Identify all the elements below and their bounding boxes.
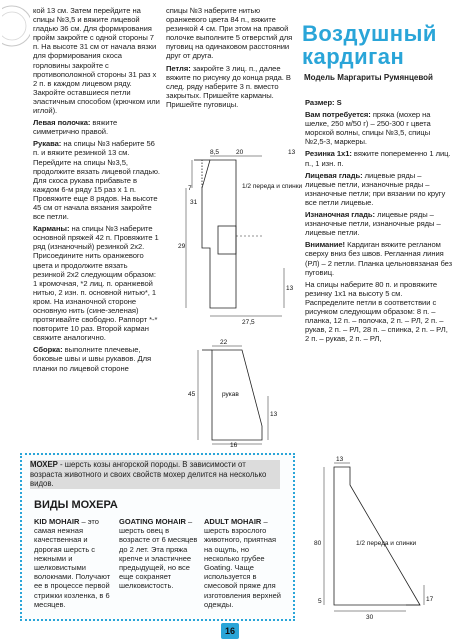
stockinette-heading: Лицевая гладь: xyxy=(305,170,363,180)
reverse-stockinette-paragraph: Изнаночная гладь: лицевые ряды – изнаночные петли, изнаночные ряды – лицевые петли. xyxy=(305,210,441,238)
diagram3-top: 13 xyxy=(336,456,344,463)
schematic-front-back xyxy=(172,148,302,326)
model-author: Модель Маргариты Румянцевой xyxy=(304,73,433,82)
left-front-paragraph: Левая полочка: вяжите симметрично правой. xyxy=(33,118,118,137)
button-band-text: спицы №3 наберите нитью оранжевого цвета 84 п., вяжите резинкой 4 см. При этом на правой полочке выполните 5 отверстий для пуговиц на одинаковом расстоянии друг от друга. xyxy=(166,6,293,61)
buttonhole-paragraph: Петля: закройте 3 лиц. п., далее вяжите по рисунку до конца ряда. В след. ряду наберите 3 п. вместо закрытых. Пришейте карманы. Пришейте пуговицы. xyxy=(166,63,291,109)
diagram2-right: 13 xyxy=(270,411,278,418)
diagram2-bottom: 16 xyxy=(230,442,238,448)
diagram2-left: 45 xyxy=(188,391,196,398)
materials-paragraph: Вам потребуется: пряжа (мохер на шелке, 250 м/50 г) – 250-300 г цвета морской волны, спицы №3,5, спицы №2,5-3, маркеры. xyxy=(305,110,431,147)
diagram1-left-c: 29 xyxy=(178,243,186,250)
diagram1-top-a: 8,5 xyxy=(210,149,220,156)
diagram1-left-a: 7 xyxy=(188,185,192,192)
diagram3-label: 1/2 переда и спинки xyxy=(356,540,417,547)
diagram1-right-a: 13 xyxy=(286,285,294,292)
instructions-column-1 xyxy=(33,6,160,376)
diagram3-left: 80 xyxy=(314,540,322,547)
mohair-info-box xyxy=(20,453,295,621)
rib-paragraph: Резинка 1х1: вяжите попеременно 1 лиц. п., 1 изн. п. xyxy=(305,149,451,168)
back-continued-text: кой 13 см. Затем перейдите на спицы №3,5 и вяжите лицевой гладью 36 см. Для формирования пройм закройте с одной стороны 7 п. На высоте 31 см от начала вязки для формирования скоса горловины закройте с противоположной стороны 31 раз х 2 п. в каждом лицевом ряду. Закройте оставшиеся петли эластичным способом (крючком или иглой). xyxy=(33,6,160,116)
diagram1-top-b: 20 xyxy=(236,149,244,156)
kid-mohair-text: KID MOHAIR – это самая нежная качественная и дорогая шерсть с нежными и шелковистыми волокнами. Получают ее в процессе первой стрижки козленка, в 6 месяцев. xyxy=(34,517,111,609)
left-front-heading: Левая полочка: xyxy=(33,118,91,128)
article-title: Воздушный кардиган xyxy=(302,21,437,69)
rib-heading: Резинка 1х1: xyxy=(305,149,352,159)
sleeves-heading: Рукава: xyxy=(33,139,62,149)
diagram1-label: 1/2 переда и спинки xyxy=(242,183,302,190)
schematic-sleeve xyxy=(172,336,302,448)
materials-heading: Вам потребуется: xyxy=(305,110,371,120)
mohair-intro-heading: МОХЕР xyxy=(30,460,58,469)
diagram2-top: 22 xyxy=(220,339,228,346)
pockets-heading: Карманы: xyxy=(33,224,70,234)
stockinette-paragraph: Лицевая гладь: лицевые ряды – лицевые петли, изнаночные ряды – изнаночные петли; при вязании по кругу все петли лицевые. xyxy=(305,170,446,207)
pockets-paragraph: Карманы: на спицы №3 наберите основной пряжей 42 п. Провяжите 1 ряд (изнаночный) резинкой 2х2. Присоедините нить оранжевого цвета и продолжите вязать резинкой 2х2 следующим образом: 1 кромочная, *2 лиц. п. оранжевой нитью, 2 изн. п. основной нитью*, 1 кром. На изнаночной стороне основную нить (сине-зеленая) протягивайте свободно. Раппорт *-* повторите 10 раз. Второй карман свяжите аналогично. xyxy=(33,224,159,343)
adult-mohair-text: ADULT MOHAIR – шерсть взрослого животного, приятная на ощупь, но несколько грубее Goating. Чаще используется в смесовой пряже для изготовления верхней одежды. xyxy=(204,517,281,609)
diagram1-left-b: 31 xyxy=(190,199,198,206)
reverse-stockinette-heading: Изнаночная гладь: xyxy=(305,210,376,220)
stamp-mark xyxy=(2,4,30,48)
schematic-raglan xyxy=(300,455,455,620)
assembly-paragraph: Сборка: выполните плечевые, боковые швы и швы рукавов. Для планки по лицевой стороне xyxy=(33,345,152,373)
mohair-types-heading: ВИДЫ МОХЕРА xyxy=(34,499,118,511)
mohair-intro: МОХЕР - шерсть козы ангорской породы. В зависимости от возраста животного и своих свойств мохер делится на несколько видов. xyxy=(30,460,280,489)
diagram1-bottom: 27,5 xyxy=(242,319,255,326)
goating-mohair-heading: GOATING MOHAIR xyxy=(119,517,186,526)
assembly-heading: Сборка: xyxy=(33,345,63,355)
diagram3-bottom-a: 5 xyxy=(318,598,322,605)
diagram1-top-c: 13 xyxy=(288,149,296,156)
adult-mohair-heading: ADULT MOHAIR xyxy=(204,517,262,526)
diagram3-right: 17 xyxy=(426,596,434,603)
sleeves-paragraph: Рукава: на спицы №3 наберите 56 п. и вяжите резинкой 13 см. Перейдите на спицы №3,5, продолжите вязать лицевой гладью. Для скоса рукава прибавьте в каждом 6-м ряду 15 раз х 1 п. Провяжите еще 8 рядов. На высоте 45 см от начала вязания закройте все петли. xyxy=(33,139,160,222)
page-number: 16 xyxy=(221,623,239,639)
instructions-column-2 xyxy=(166,6,299,112)
diagram3-bottom-b: 30 xyxy=(366,614,374,620)
attention-paragraph: Внимание! Кардиган вяжите регланом сверху вниз без швов. Регланная линия (РЛ) – 2 петли. Планка цельновязаная без пуговиц. xyxy=(305,240,453,277)
buttonhole-heading: Петля: xyxy=(166,63,191,73)
size-line: Размер: S xyxy=(305,98,342,107)
goating-mohair-text: GOATING MOHAIR – шерсть овец в возрасте от 6 месяцев до 2 лет. Эта пряжа крепче и эластичнее предыдущей, но все еще сохраняет шелковистость. xyxy=(119,517,198,591)
attention-heading: Внимание! xyxy=(305,240,346,250)
diagram2-label: рукав xyxy=(222,391,239,398)
start-paragraph: На спицы наберите 80 п. и провяжите резинку 1х1 на высоту 5 см. Распределите петли в соответствии с рисунком следующим образом: 8 п. – планка, 12 п. – полочка, 2 п. – РЛ, 2 п. – рукав, 2 п. – РЛ, 28 п. – спинка, 2 п. – РЛ, 2 п. – рукав, 2 п. – РЛ, xyxy=(305,279,448,344)
instructions-column-3 xyxy=(305,98,453,346)
kid-mohair-heading: KID MOHAIR xyxy=(34,517,80,526)
